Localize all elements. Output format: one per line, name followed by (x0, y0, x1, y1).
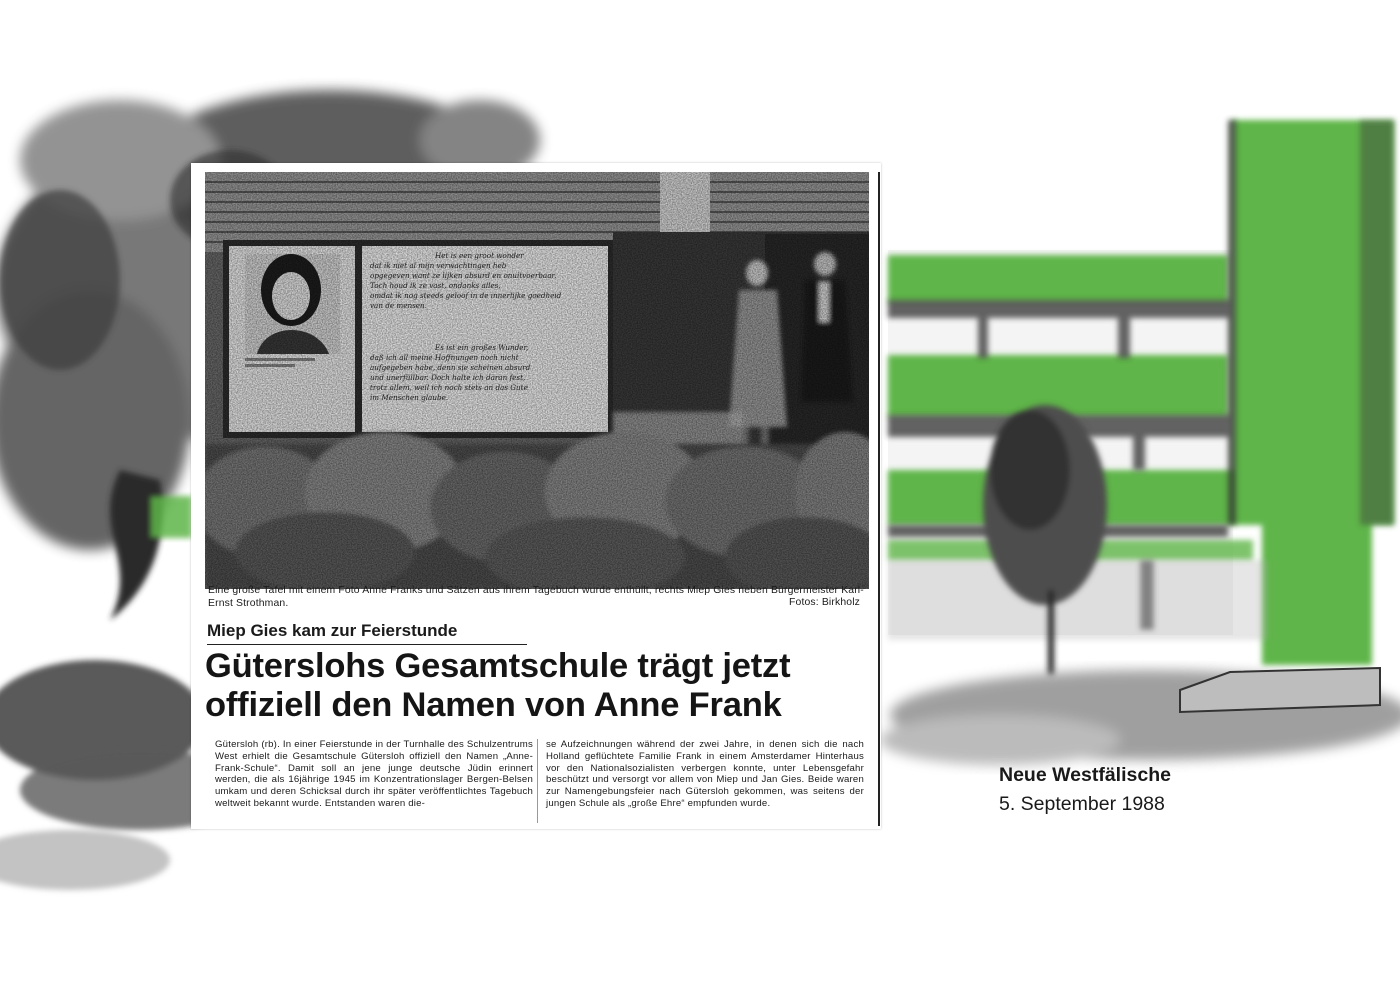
column-divider (537, 739, 538, 823)
source-label (999, 761, 1171, 819)
article-headline: Güterslohs Gesamtschule trägt jetzt offiziell den Namen von Anne Frank (205, 647, 791, 724)
publication-date: 5. September 1988 (999, 793, 1165, 815)
caption-text: Eine große Tafel mit einem Foto Anne Franks und Sätzen aus ihrem Tagebuch wurde enthüllt, rechts Miep Gies neben Bürgermeister Karl-Ernst Strothman. (208, 585, 864, 609)
article-body-column-2: se Aufzeichnungen während der zwei Jahre, in denen sich die nach Holland geflüchtete Familie Frank in einem Amsterdamer Hinterhaus vor den Nationalsozialisten verbergen konnte, unter Lebensgefahr beschützt und versorgt vor allem von Miep und Jan Gies. Beide waren zur Namengebungsfeier nach Gütersloh gekommen, was seitens der jungen Schule als „große Ehre“ empfunden wurde. (546, 739, 864, 809)
article-kicker: Miep Gies kam zur Feierstunde (207, 621, 527, 645)
clipping-edge (878, 172, 880, 826)
school-building-sketch (880, 120, 1400, 765)
photo-caption (208, 585, 864, 610)
ceremony-photo (205, 172, 869, 589)
newspaper-clipping (191, 163, 881, 829)
article-body-column-1: Gütersloh (rb). In einer Feierstunde in der Turnhalle des Schulzentrums West erhielt die Gesamtschule Gütersloh offiziell den Namen „Anne-Frank-Schule“. Damit soll an jene junge deutsche Jüdin erinnert werden, die als 16jährige 1945 im Konzentrationslager Bergen-Belsen umkam und deren Schicksal durch ihr später veröffentlichtes Tagebuch weltweit bekannt wurde. Entstanden waren die- (215, 739, 533, 809)
photo-credit: Fotos: Birkholz (789, 597, 860, 608)
newspaper-name: Neue Westfälische (999, 764, 1171, 786)
